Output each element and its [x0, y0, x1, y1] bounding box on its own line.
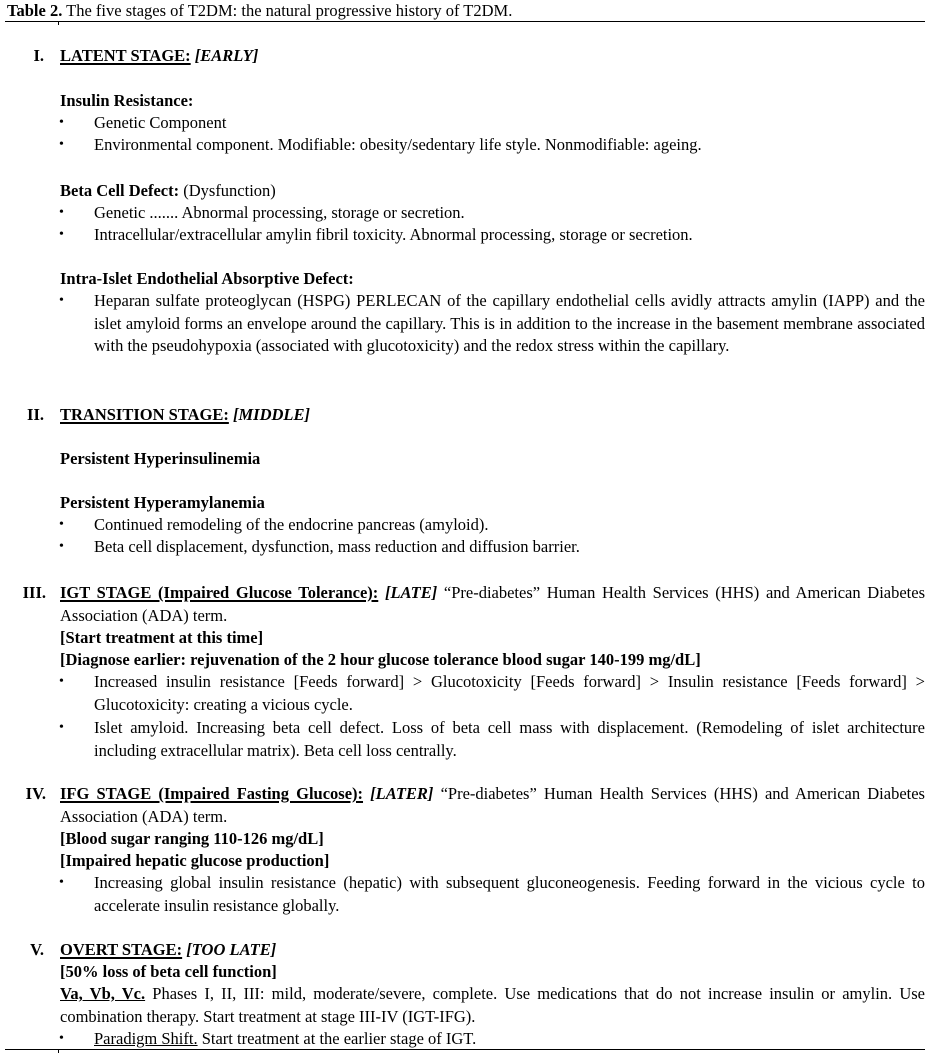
top-rule-tick [58, 22, 59, 25]
list-item-text: Increased insulin resistance [Feeds forward] > Glucotoxicity [Feeds forward] > Insulin resistance [Feeds forward] > Glucotoxicity: creating a vicious cycle. [94, 672, 925, 714]
section-heading: Persistent Hyperinsulinemia [60, 449, 261, 468]
list-item [60, 717, 925, 762]
list-item-text: Increasing global insulin resistance (hepatic) with subsequent gluconeogenesis. Feeding forward in the vicious cycle to accelerate insulin resistance globally. [94, 873, 925, 915]
phases-paragraph [60, 983, 925, 1028]
stage-note: [Blood sugar ranging 110-126 mg/dL] [60, 829, 324, 848]
stage-tag: [LATE] [378, 583, 438, 602]
stage-content [60, 45, 925, 358]
list-item-text: Start treatment at the earlier stage of IGT. [197, 1029, 477, 1048]
bullet-icon: • [59, 293, 64, 308]
stage-heading [60, 404, 925, 426]
bullet-icon: • [59, 137, 64, 152]
stage-content [60, 404, 925, 558]
bullet-icon: • [59, 205, 64, 220]
list-item [60, 202, 925, 224]
list-item-text: Environmental component. Modifiable: obesity/sedentary life style. Nonmodifiable: ageing. [94, 135, 702, 154]
section-heading-row [60, 180, 925, 202]
section-heading: Insulin Resistance: [60, 91, 194, 110]
stage-title: IFG STAGE (Impaired Fasting Glucose): [60, 784, 364, 803]
stage-heading [60, 45, 925, 67]
bullet-list [60, 112, 925, 156]
section-heading-note: (Dysfunction) [179, 181, 276, 200]
bullet-icon: • [59, 720, 64, 735]
bullet-icon: • [59, 539, 64, 554]
bullet-icon: • [59, 517, 64, 532]
list-item [60, 224, 925, 246]
bullet-icon: • [59, 674, 64, 689]
stage-numeral: III. [22, 583, 46, 602]
table-caption [7, 1, 512, 21]
stage-heading [60, 783, 925, 828]
stage-tag: [TOO LATE] [182, 940, 277, 959]
stage-content [60, 783, 925, 917]
stage-tag: [EARLY] [190, 46, 259, 65]
list-item [60, 1028, 925, 1050]
stage-content [60, 582, 925, 762]
stage-numeral: I. [33, 46, 44, 65]
stage-content [60, 939, 925, 1050]
bullet-list [60, 1028, 925, 1050]
stage-note: [50% loss of beta cell function] [60, 962, 277, 981]
stage-note: [Impaired hepatic glucose production] [60, 851, 330, 870]
bullet-list [60, 290, 925, 358]
list-item [60, 872, 925, 917]
stage-numeral: V. [30, 940, 44, 959]
list-item-text: Heparan sulfate proteoglycan (HSPG) PERLECAN of the capillary endothelial cells avidly attracts amylin (IAPP) and the islet amyloid forms an envelope around the capillary. This is in addition to the increase in the basement membrane associated with the pseudohypoxia (associated with glucotoxicity) and the redox stress within the capillary. [94, 291, 925, 355]
list-item-text: Intracellular/extracellular amylin fibril toxicity. Abnormal processing, storage or secretion. [94, 225, 693, 244]
caption-label: Table 2. [7, 1, 63, 20]
list-item [60, 671, 925, 716]
stage-note: [Diagnose earlier: rejuvenation of the 2 hour glucose tolerance blood sugar 140-199 mg/dL] [60, 650, 701, 669]
stage-title: TRANSITION STAGE: [60, 405, 229, 424]
section-heading: Beta Cell Defect: [60, 181, 180, 200]
section-heading: Intra-Islet Endothelial Absorptive Defect: [60, 269, 354, 288]
list-item [60, 290, 925, 358]
bullet-icon: • [59, 1031, 64, 1046]
bullet-icon: • [59, 115, 64, 130]
list-item-text: Genetic Component [94, 113, 227, 132]
stage-heading [60, 582, 925, 627]
stage-title: IGT STAGE (Impaired Glucose Tolerance): [60, 583, 379, 602]
list-item-text: Beta cell displacement, dysfunction, mass reduction and diffusion barrier. [94, 537, 580, 556]
bullet-list [60, 872, 925, 917]
stage-note: [Start treatment at this time] [60, 628, 264, 647]
bullet-list [60, 202, 925, 246]
stage-numeral: IV. [25, 784, 46, 803]
stage-heading [60, 939, 925, 961]
list-item [60, 536, 925, 558]
bullet-icon: • [59, 875, 64, 890]
stage-description: “Pre-diabetes” Human Health Services (HHS) and American Diabetes Association (ADA) term. [60, 784, 925, 826]
stage-title: OVERT STAGE: [60, 940, 183, 959]
bullet-icon: • [59, 227, 64, 242]
bullet-list [60, 671, 925, 762]
list-item [60, 514, 925, 536]
bullet-list [60, 514, 925, 558]
bottom-rule [5, 1049, 925, 1050]
phases-label: Va, Vb, Vc. [60, 984, 146, 1003]
top-rule [5, 21, 925, 22]
stage-description: “Pre-diabetes” Human Health Services (HHS) and American Diabetes Association (ADA) term. [60, 583, 925, 625]
list-item-text: Islet amyloid. Increasing beta cell defect. Loss of beta cell mass with displacement. (Remodeling of islet architecture including extracellular matrix). Beta cell loss centrally. [94, 718, 925, 760]
stage-numeral: II. [27, 405, 44, 424]
list-item [60, 134, 925, 156]
paradigm-shift-label: Paradigm Shift. [94, 1029, 198, 1048]
stage-tag: [LATER] [363, 784, 434, 803]
stage-title: LATENT STAGE: [60, 46, 191, 65]
stage-tag: [MIDDLE] [228, 405, 310, 424]
caption-text: The five stages of T2DM: the natural progressive history of T2DM. [62, 1, 513, 20]
list-item [60, 112, 925, 134]
list-item-text: Continued remodeling of the endocrine pancreas (amyloid). [94, 515, 489, 534]
list-item-text: Genetic ....... Abnormal processing, storage or secretion. [94, 203, 465, 222]
section-heading: Persistent Hyperamylanemia [60, 493, 265, 512]
phases-text: Phases I, II, III: mild, moderate/severe, complete. Use medications that do not increase insulin or amylin. Use combination therapy. Start treatment at stage III-IV (IGT-IFG). [60, 984, 925, 1026]
